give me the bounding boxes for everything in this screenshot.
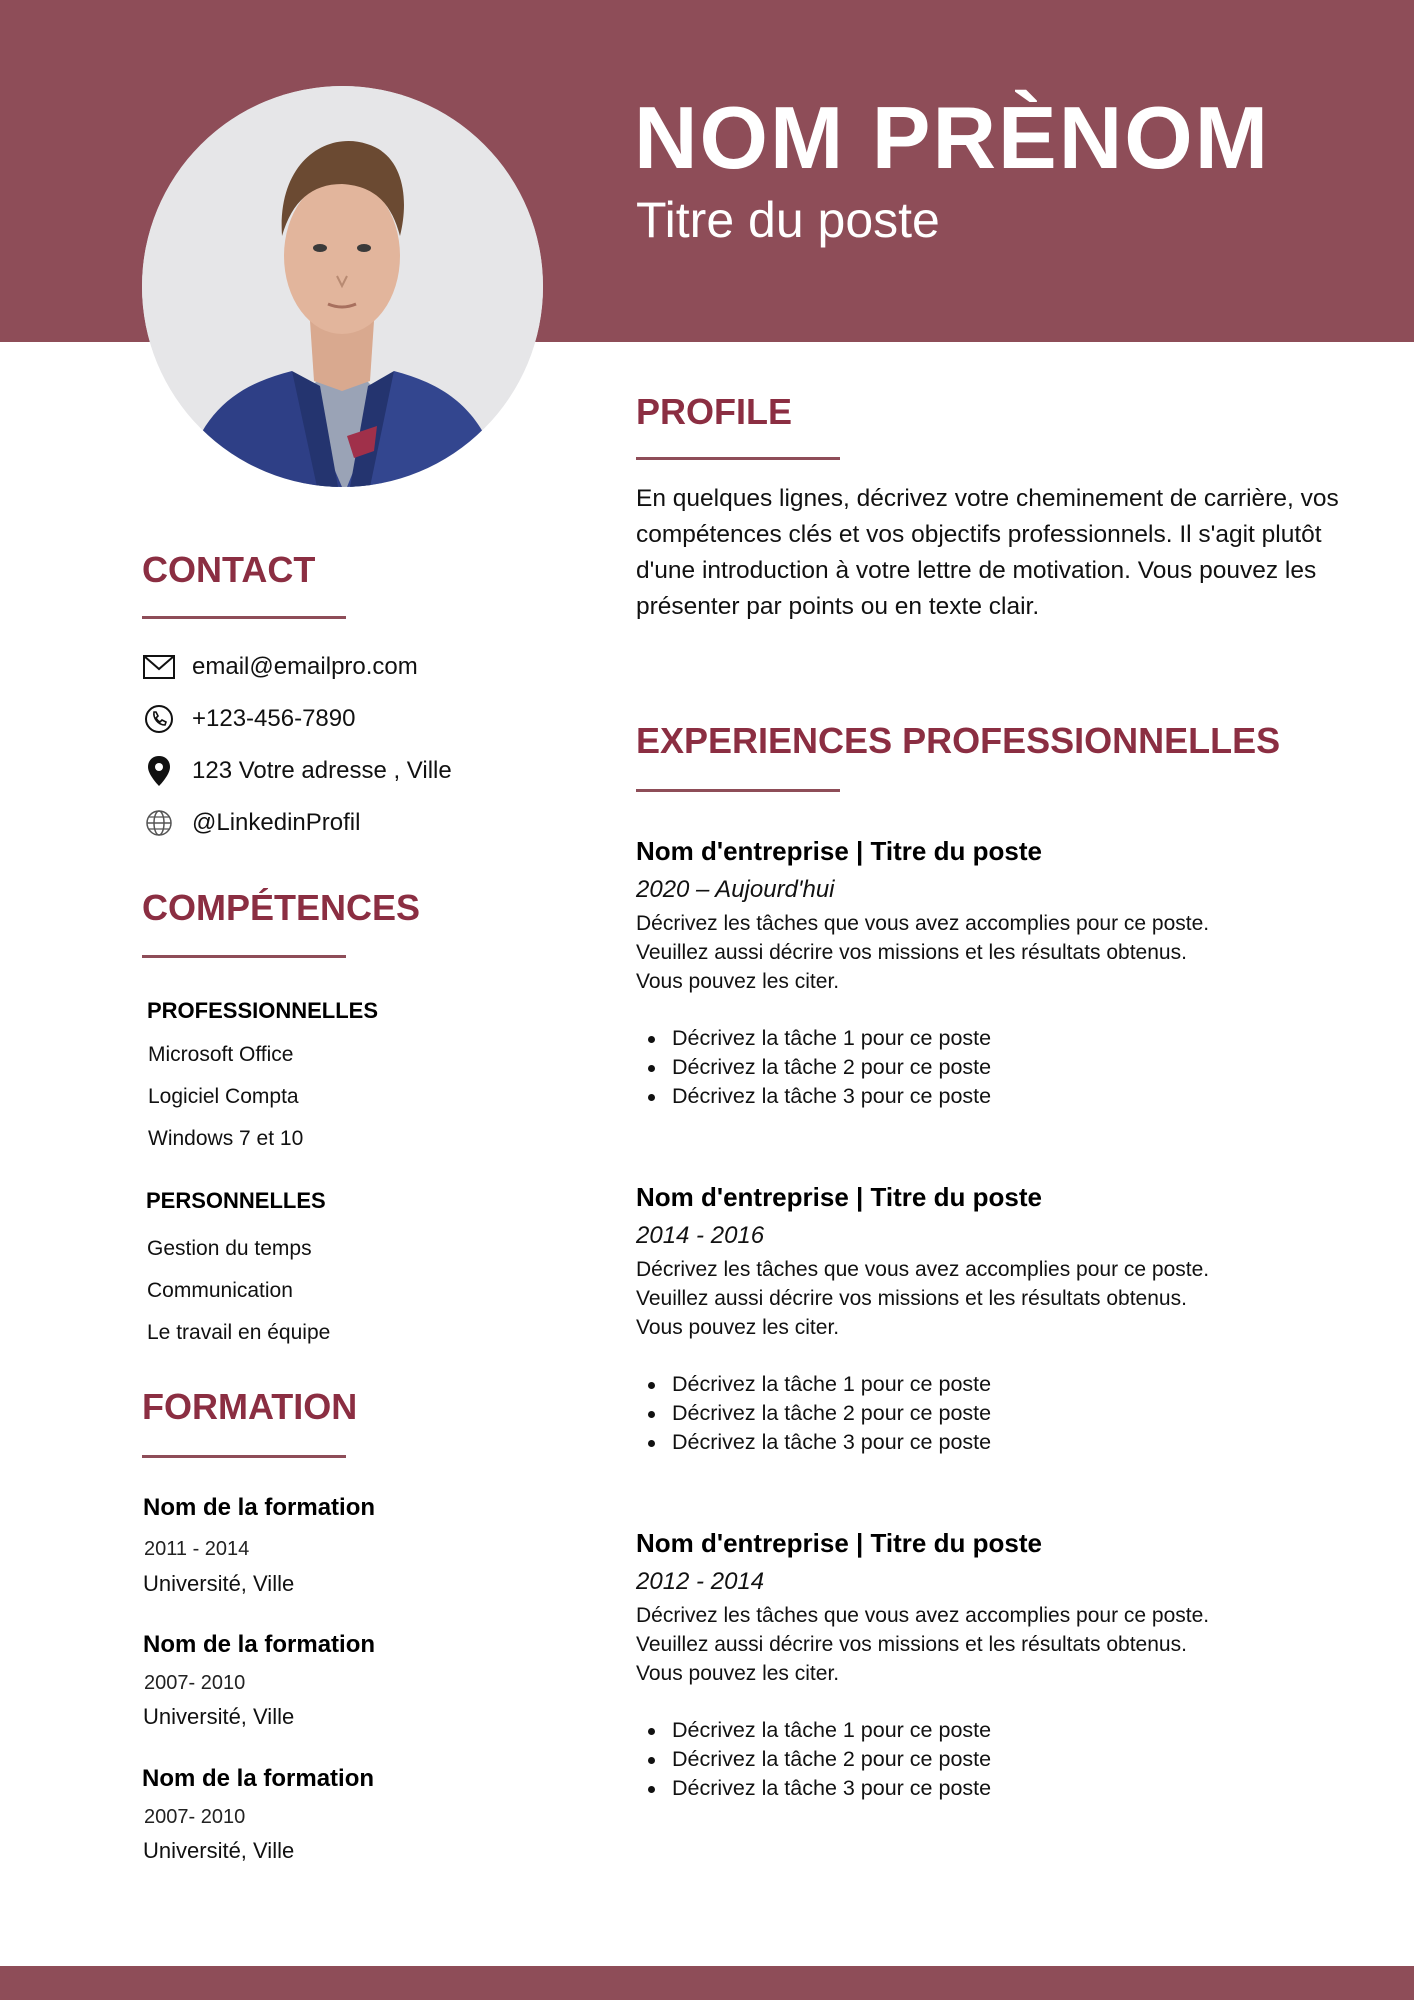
job-task: Décrivez la tâche 2 pour ce poste — [636, 1745, 1356, 1774]
skills-section-title: COMPÉTENCES — [142, 887, 421, 928]
job-heading: Nom d'entreprise | Titre du poste — [636, 836, 1042, 866]
education-place: Université, Ville — [143, 1704, 295, 1729]
job-description-line: Vous pouvez les citer. — [636, 1662, 840, 1685]
education-name: Nom de la formation — [142, 1765, 375, 1792]
job-dates: 2014 - 2016 — [636, 1222, 765, 1249]
contact-address-text: 123 Votre adresse , Ville — [192, 757, 452, 784]
globe-icon — [142, 806, 176, 840]
job-description — [636, 1255, 1356, 1342]
job-task: Décrivez la tâche 3 pour ce poste — [636, 1428, 1356, 1457]
contact-address[interactable] — [142, 754, 452, 788]
skill-item: Communication — [147, 1279, 293, 1302]
job-description-line: Décrivez les tâches que vous avez accomplies pour ce poste. — [636, 1604, 1210, 1627]
experience-divider — [636, 789, 840, 792]
contact-linkedin-text: @LinkedinProfil — [192, 809, 361, 836]
job-heading: Nom d'entreprise | Titre du poste — [636, 1182, 1042, 1212]
job-task: Décrivez la tâche 1 pour ce poste — [636, 1024, 1356, 1053]
job-description-line: Décrivez les tâches que vous avez accomplies pour ce poste. — [636, 1258, 1210, 1281]
skill-item: Microsoft Office — [148, 1043, 294, 1066]
job-task: Décrivez la tâche 3 pour ce poste — [636, 1774, 1356, 1803]
job-description-line: Veuillez aussi décrire vos missions et les résultats obtenus. — [636, 941, 1187, 964]
skill-item: Logiciel Compta — [148, 1085, 299, 1108]
skill-item: Windows 7 et 10 — [148, 1127, 304, 1150]
contact-email-text: email@emailpro.com — [192, 653, 418, 680]
job-entry — [636, 833, 1356, 1111]
envelope-icon — [142, 650, 176, 684]
education-dates: 2011 - 2014 — [144, 1538, 250, 1560]
job-task-list — [636, 1716, 1356, 1803]
experience-section-title: EXPERIENCES PROFESSIONNELLES — [636, 720, 1281, 761]
footer-band — [0, 1966, 1414, 2000]
job-task: Décrivez la tâche 1 pour ce poste — [636, 1716, 1356, 1745]
job-description — [636, 909, 1356, 996]
profile-divider — [636, 457, 840, 460]
job-task: Décrivez la tâche 3 pour ce poste — [636, 1082, 1356, 1111]
job-task: Décrivez la tâche 2 pour ce poste — [636, 1053, 1356, 1082]
job-heading: Nom d'entreprise | Titre du poste — [636, 1528, 1042, 1558]
phone-icon — [142, 702, 176, 736]
job-task-list — [636, 1024, 1356, 1111]
contact-phone[interactable] — [142, 702, 355, 736]
skills-divider — [142, 955, 346, 958]
education-divider — [142, 1455, 346, 1458]
education-dates: 2007- 2010 — [144, 1672, 246, 1694]
skill-item: Gestion du temps — [147, 1237, 312, 1260]
skills-personal-heading: PERSONNELLES — [146, 1188, 326, 1213]
job-description — [636, 1601, 1356, 1688]
contact-linkedin[interactable] — [142, 806, 360, 840]
job-dates: 2020 – Aujourd'hui — [636, 876, 835, 903]
job-task: Décrivez la tâche 2 pour ce poste — [636, 1399, 1356, 1428]
education-dates: 2007- 2010 — [144, 1806, 246, 1828]
person-name: NOM PRÈNOM — [634, 88, 1270, 187]
education-section-title: FORMATION — [142, 1386, 358, 1427]
job-description-line: Vous pouvez les citer. — [636, 970, 840, 993]
job-description-line: Décrivez les tâches que vous avez accomplies pour ce poste. — [636, 912, 1210, 935]
job-description-line: Veuillez aussi décrire vos missions et les résultats obtenus. — [636, 1633, 1187, 1656]
job-task: Décrivez la tâche 1 pour ce poste — [636, 1370, 1356, 1399]
education-name: Nom de la formation — [143, 1494, 376, 1521]
skills-professional-heading: PROFESSIONNELLES — [147, 998, 379, 1023]
job-task-list — [636, 1370, 1356, 1457]
education-place: Université, Ville — [143, 1571, 295, 1596]
contact-divider — [142, 616, 346, 619]
job-entry — [636, 1525, 1356, 1803]
profile-text: En quelques lignes, décrivez votre cheminement de carrière, vos compétences clés et vos objectifs professionnels. Il s'agit plutôt d'une introduction à votre lettre de motivation. Vous pouvez les présenter par points ou en texte clair. — [636, 485, 1339, 620]
profile-photo — [142, 86, 543, 487]
job-description-line: Veuillez aussi décrire vos missions et les résultats obtenus. — [636, 1287, 1187, 1310]
skill-item: Le travail en équipe — [147, 1321, 331, 1344]
contact-phone-text: +123-456-7890 — [192, 705, 356, 732]
location-pin-icon — [142, 754, 176, 788]
profile-section-title: PROFILE — [636, 391, 793, 432]
education-place: Université, Ville — [143, 1838, 295, 1863]
job-description-line: Vous pouvez les citer. — [636, 1316, 840, 1339]
education-name: Nom de la formation — [143, 1631, 376, 1658]
contact-section-title: CONTACT — [142, 549, 316, 590]
job-entry — [636, 1179, 1356, 1457]
job-title: Titre du poste — [636, 192, 940, 248]
contact-email[interactable] — [142, 650, 418, 684]
job-dates: 2012 - 2014 — [636, 1568, 765, 1595]
